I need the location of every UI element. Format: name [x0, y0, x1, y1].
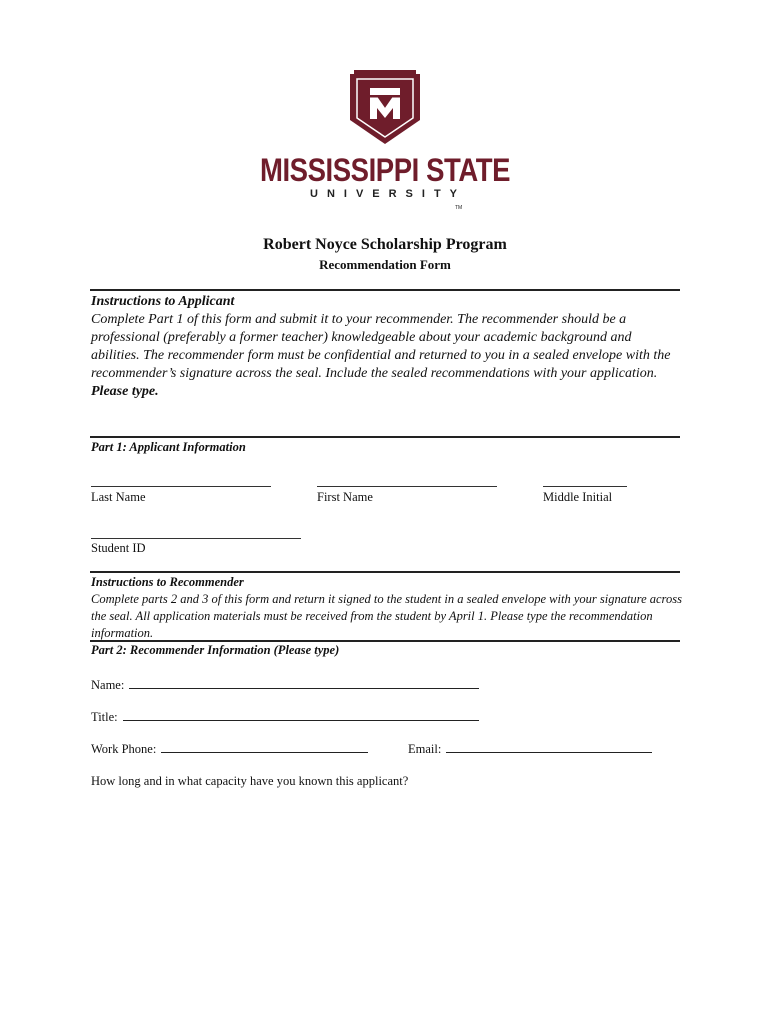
student-id-field[interactable] — [91, 538, 301, 539]
work-phone-field[interactable] — [161, 741, 368, 753]
recommender-instructions-body: Complete parts 2 and 3 of this form and return it signed to the student in a sealed envelope with your signature across the seal. All application materials must be received from the student by April 1. Please type the recommendation information. — [91, 592, 682, 640]
applicant-instructions-heading: Instructions to Applicant — [91, 294, 235, 309]
first-name-field[interactable] — [317, 486, 497, 487]
university-subtitle: UNIVERSITY — [310, 188, 467, 200]
section-divider — [90, 640, 680, 642]
please-type-note: Please type. — [91, 384, 159, 399]
section-divider — [90, 571, 680, 573]
email-row — [408, 741, 652, 757]
recommender-instructions — [91, 574, 683, 642]
title-row — [91, 709, 479, 725]
email-field[interactable] — [446, 741, 652, 753]
email-label: Email: — [408, 742, 442, 756]
shield-icon — [348, 70, 422, 146]
name-field[interactable] — [129, 677, 479, 689]
first-name-label: First Name — [317, 490, 373, 504]
work-phone-label: Work Phone: — [91, 742, 157, 756]
form-subtitle: Recommendation Form — [319, 257, 451, 272]
applicant-instructions — [91, 293, 683, 401]
work-phone-row — [91, 741, 368, 757]
name-label: Name: — [91, 678, 125, 692]
section-divider — [90, 289, 680, 291]
relationship-question: How long and in what capacity have you known this applicant? — [91, 774, 409, 788]
university-wordmark: MISSISSIPPI STATE — [259, 152, 511, 188]
section-divider — [90, 436, 680, 438]
last-name-label: Last Name — [91, 490, 146, 504]
title-label: Title: — [91, 710, 118, 724]
middle-initial-label: Middle Initial — [543, 490, 613, 504]
part1-heading: Part 1: Applicant Information — [91, 440, 246, 454]
recommender-instructions-heading: Instructions to Recommender — [91, 575, 244, 589]
middle-initial-field[interactable] — [543, 486, 627, 487]
form-title: Robert Noyce Scholarship Program — [263, 236, 507, 253]
title-field[interactable] — [123, 709, 479, 721]
last-name-field[interactable] — [91, 486, 271, 487]
student-id-label: Student ID — [91, 541, 146, 555]
name-row — [91, 677, 479, 693]
applicant-instructions-body: Complete Part 1 of this form and submit it to your recommender. The recommender should be a professional (preferably a former teacher) knowledgeable about your academic background and abilities. The recommender form must be confidential and returned to you in a sealed envelope with the recommender’s signature across the seal. Include the sealed recommendations with your application. — [91, 312, 671, 381]
part2-heading: Part 2: Recommender Information (Please type) — [91, 643, 340, 657]
trademark-symbol: TM — [455, 205, 463, 211]
